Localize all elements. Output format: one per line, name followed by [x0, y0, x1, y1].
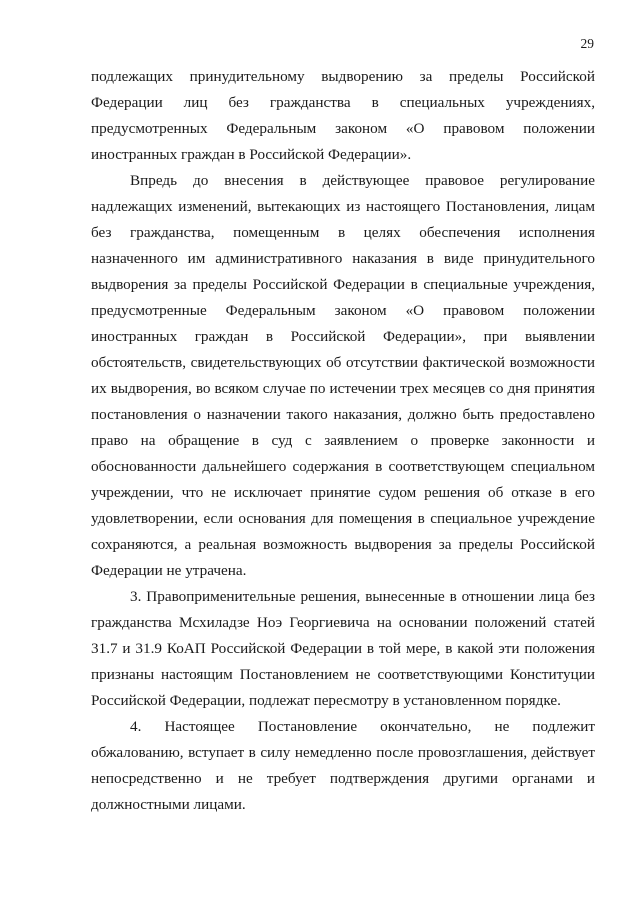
document-body [91, 64, 595, 818]
paragraph-continuation: подлежащих принудительному выдворению за пределы Российской Федерации лиц без гражданства в специальных учреждениях, предусмотренных Федеральным законом «О правовом положении иностранных граждан в Российской Федерации». [91, 68, 595, 163]
paragraph-interim-regulation: Впредь до внесения в действующее правовое регулирование надлежащих изменений, вытекающих из настоящего Постановления, лицам без гражданства, помещенным в целях обеспечения исполнения назначенного им административного наказания в виде принудительного выдворения за пределы Российской Федерации в специальные учреждения, предусмотренные Федеральным законом «О правовом положении иностранных граждан в Российской Федерации», при выявлении обстоятельств, свидетельствующих об отсутствии фактической возможности их выдворения, во всяком случае по истечении трех месяцев со дня принятия постановления о назначении такого наказания, должно быть предоставлено право на обращение в суд с заявлением о проверке законности и обоснованности дальнейшего содержания в соответствующем специальном учреждении, что не исключает принятие судом решения об отказе в его удовлетворении, если основания для помещения в специальное учреждение сохраняются, а реальная возможность выдворения за пределы Российской Федерации не утрачена. [91, 172, 595, 579]
page-number: 29 [580, 36, 594, 51]
paragraph-point-4: 4. Настоящее Постановление окончательно, не подлежит обжалованию, вступает в силу немедленно после провозглашения, действует непосредственно и не требует подтверждения другими органами и должностными лицами. [91, 718, 595, 813]
paragraph-point-3: 3. Правоприменительные решения, вынесенные в отношении лица без гражданства Мсхиладзе Ноэ Георгиевича на основании положений статей 31.7 и 31.9 КоАП Российской Федерации в той мере, в какой эти положения признаны настоящим Постановлением не соответствующими Конституции Российской Федерации, подлежат пересмотру в установленном порядке. [91, 588, 595, 709]
